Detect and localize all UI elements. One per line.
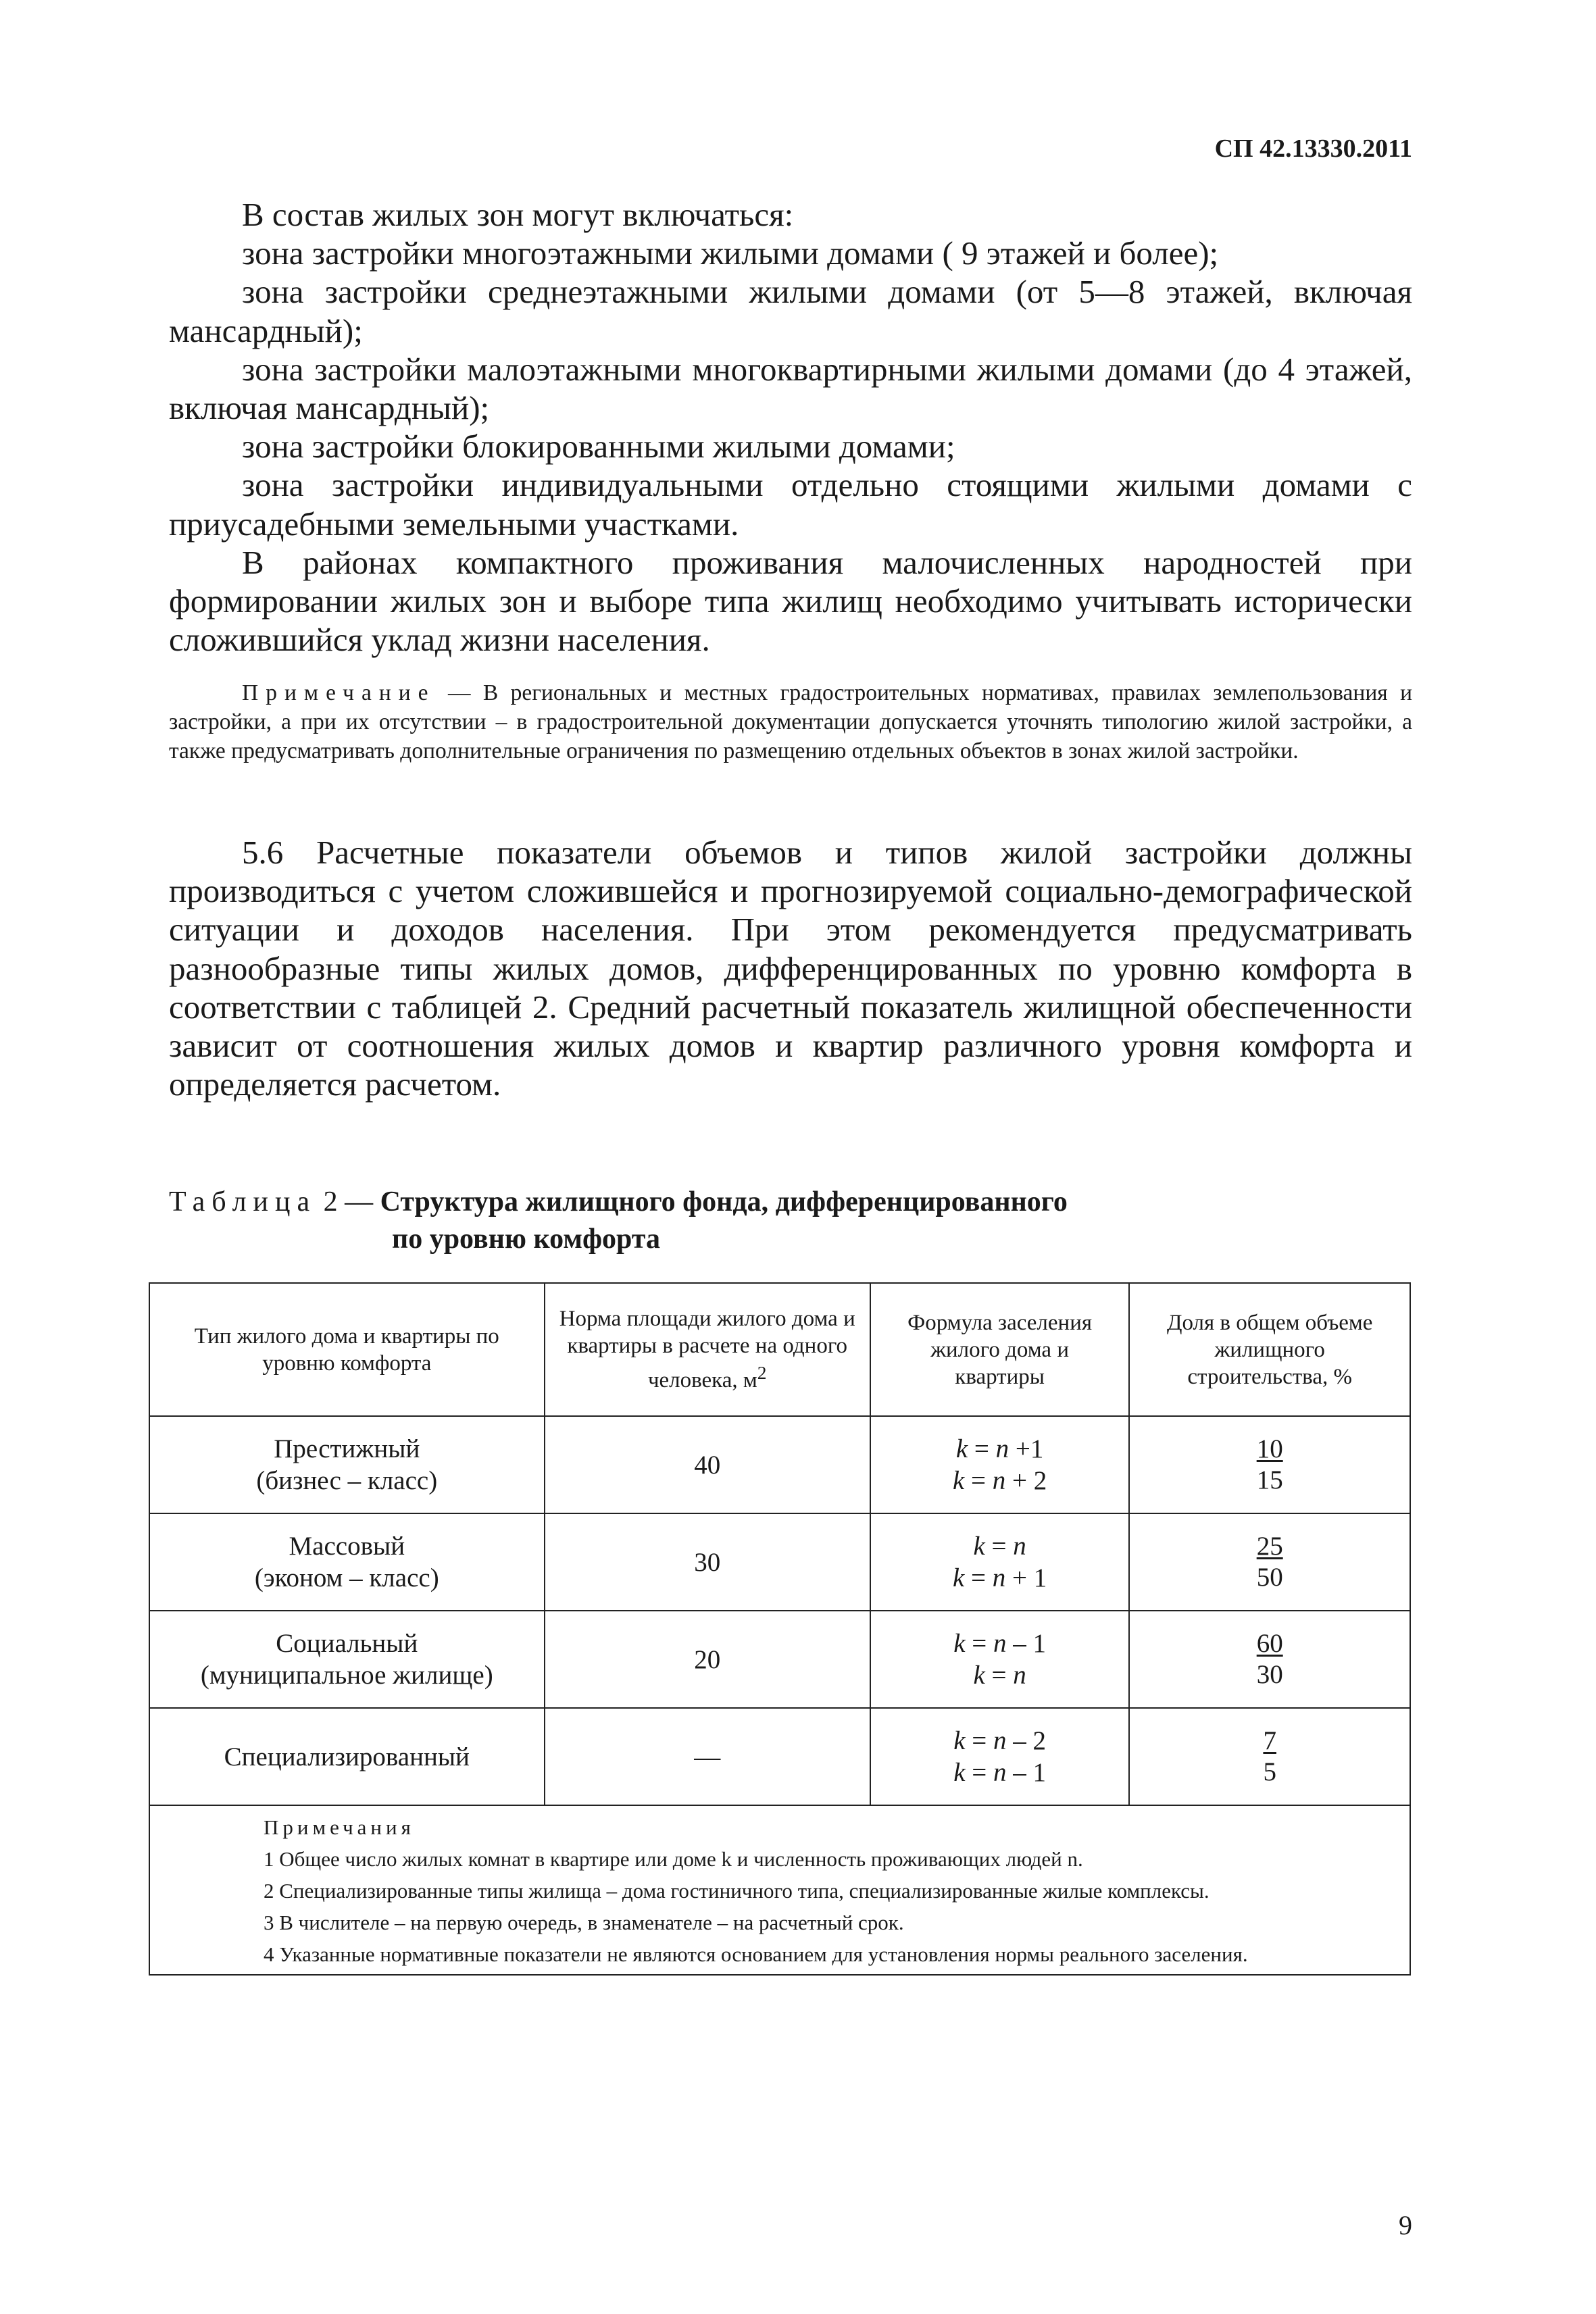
note-item: 2 Специализированные типы жилища – дома гостиничного типа, специализированные жилые комплексы. — [264, 1879, 1210, 1903]
formula-eq: = — [965, 1629, 994, 1658]
table-notes-row — [149, 1805, 1410, 1975]
share-denominator: 30 — [1256, 1660, 1283, 1689]
type-line-2: (муниципальное жилище) — [200, 1661, 493, 1690]
section-5-6 — [169, 833, 1412, 1103]
table-row — [149, 1708, 1410, 1805]
intro-lead: В состав жилых зон могут включаться: — [242, 196, 794, 233]
share-cell — [1129, 1708, 1410, 1805]
var-n: n — [992, 1563, 1006, 1592]
var-n: n — [993, 1758, 1007, 1787]
share-denominator: 15 — [1256, 1465, 1283, 1494]
var-k: k — [955, 1434, 968, 1463]
type-cell — [149, 1513, 545, 1611]
var-n: n — [1013, 1661, 1026, 1690]
formula-eq: = — [965, 1758, 994, 1787]
formula-eq: = — [968, 1434, 996, 1463]
section-5-6-text: 5.6 Расчетные показатели объемов и типов жилой застройки должны производиться с учетом сложившейся и прогнозируемой социально-демографической ситуации и доходов населения. При этом рекомендуется предусматривать разнообразные типы жилых домов, дифференцированных по уровню комфорта в соответствии с таблицей 2. Средний расчетный показатель жилищной обеспеченности зависит от соотношения жилых домов и квартир различного уровня комфорта и определяется расчетом. — [169, 834, 1412, 1103]
type-line-2: (эконом – класс) — [254, 1563, 439, 1592]
formula-line-2 — [883, 1659, 1117, 1691]
var-n: n — [993, 1726, 1007, 1755]
formula-line-1 — [883, 1725, 1117, 1757]
page-number: 9 — [1399, 2210, 1412, 2240]
formula-eq: = — [964, 1563, 993, 1592]
formula-cell — [870, 1416, 1130, 1513]
type-line-2: (бизнес – класс) — [256, 1466, 438, 1495]
housing-comfort-table — [149, 1282, 1411, 1976]
norm-cell: 30 — [545, 1513, 870, 1611]
share-cell — [1129, 1513, 1410, 1611]
table-row — [149, 1416, 1410, 1513]
var-k: k — [952, 1466, 965, 1495]
formula-tail: – 1 — [1006, 1758, 1047, 1787]
header-norm — [545, 1283, 870, 1416]
share-cell — [1129, 1611, 1410, 1708]
note-item: 4 Указанные нормативные показатели не являются основанием для установления нормы реального заселения. — [264, 1942, 1248, 1966]
zone-item: зона застройки малоэтажными многоквартирными жилыми домами (до 4 этажей, включая мансардный); — [169, 350, 1412, 427]
caption-title-cont: по уровню комфорта — [392, 1224, 660, 1255]
formula-tail: – 2 — [1006, 1726, 1047, 1755]
zone-item: зона застройки среднеэтажными жилыми домами (от 5—8 этажей, включая мансардный); — [169, 273, 1412, 349]
note-item: 3 В числителе – на первую очередь, в знаменателе – на расчетный срок. — [264, 1911, 904, 1934]
share-denominator: 5 — [1263, 1757, 1276, 1786]
caption-label: Таблица — [169, 1186, 317, 1217]
norm-cell: 20 — [545, 1611, 870, 1708]
formula-line-1 — [883, 1628, 1117, 1659]
formula-line-2 — [883, 1757, 1117, 1788]
share-numerator: 25 — [1256, 1532, 1283, 1561]
var-n: n — [995, 1434, 1009, 1463]
formula-line-1 — [883, 1530, 1117, 1562]
document-code: СП 42.13330.2011 — [1214, 134, 1412, 163]
caption-dash: — — [345, 1186, 374, 1217]
table-header-row — [149, 1283, 1410, 1416]
share-numerator: 10 — [1256, 1434, 1283, 1463]
formula-line-1 — [883, 1433, 1117, 1465]
caption-line-2 — [169, 1221, 1068, 1258]
header-norm-sup: 2 — [757, 1362, 767, 1383]
header-norm-text: Норма площади жилого дома и квартиры в расчете на одного человека, м — [559, 1307, 855, 1392]
type-line-1: Социальный — [276, 1629, 418, 1658]
formula-cell — [870, 1513, 1130, 1611]
formula-line-2 — [883, 1562, 1117, 1594]
table-row — [149, 1611, 1410, 1708]
formula-line-2 — [883, 1465, 1117, 1496]
caption-number: 2 — [323, 1186, 338, 1217]
type-line-1: Специализированный — [224, 1742, 470, 1771]
formula-tail: + 2 — [1005, 1466, 1047, 1495]
note-item: 1 Общее число жилых комнат в квартире или доме k и численность проживающих людей n. — [264, 1847, 1083, 1871]
table-row — [149, 1513, 1410, 1611]
var-k: k — [973, 1532, 985, 1561]
table-notes — [149, 1805, 1410, 1975]
note-label: Примечание — [242, 680, 436, 705]
formula-tail: – 1 — [1006, 1629, 1047, 1658]
var-k: k — [953, 1726, 966, 1755]
note-text: — В региональных и местных градостроительных нормативах, правилах землепользования и застройки, а при их отсутствии – в градостроительной документации допускается уточнять типологию жилой застройки, а также предусматривать дополнительные ограничения по размещению отдельных объектов в зонах жилой застройки. — [169, 680, 1412, 763]
var-k: k — [953, 1629, 966, 1658]
var-k: k — [952, 1563, 965, 1592]
var-n: n — [1013, 1532, 1026, 1561]
share-numerator: 7 — [1263, 1726, 1276, 1755]
formula-eq: = — [965, 1726, 994, 1755]
var-n: n — [992, 1466, 1006, 1495]
notes-title: Примечания — [264, 1815, 415, 1839]
var-n: n — [993, 1629, 1007, 1658]
type-line-1: Массовый — [289, 1532, 405, 1561]
share-denominator: 50 — [1256, 1563, 1283, 1592]
share-cell — [1129, 1416, 1410, 1513]
header-share: Доля в общем объеме жилищного строительства, % — [1129, 1283, 1410, 1416]
header-type: Тип жилого дома и квартиры по уровню комфорта — [149, 1283, 545, 1416]
type-cell — [149, 1611, 545, 1708]
table-caption — [169, 1184, 1068, 1258]
formula-cell — [870, 1611, 1130, 1708]
norm-cell: — — [545, 1708, 870, 1805]
formula-tail: + 1 — [1005, 1563, 1047, 1592]
caption-title: Структура жилищного фонда, дифференцированного — [380, 1186, 1068, 1217]
formula-tail: +1 — [1009, 1434, 1044, 1463]
var-k: k — [973, 1661, 985, 1690]
formula-cell — [870, 1708, 1130, 1805]
type-cell — [149, 1416, 545, 1513]
formula-eq: = — [984, 1661, 1014, 1690]
note-block — [169, 678, 1412, 765]
type-cell — [149, 1708, 545, 1805]
formula-eq: = — [984, 1532, 1014, 1561]
caption-line-1 — [169, 1184, 1068, 1221]
header-formula: Формула заселения жилого дома и квартиры — [870, 1283, 1130, 1416]
zone-item: зона застройки многоэтажными жилыми домами ( 9 этажей и более); — [242, 234, 1219, 272]
formula-eq: = — [964, 1466, 993, 1495]
share-numerator: 60 — [1256, 1629, 1283, 1658]
var-k: k — [953, 1758, 966, 1787]
type-line-1: Престижный — [274, 1434, 420, 1463]
zone-item: зона застройки индивидуальными отдельно стоящими жилыми домами с приусадебными земельными участками. — [169, 466, 1412, 543]
intro-section — [169, 195, 1412, 659]
norm-cell: 40 — [545, 1416, 870, 1513]
intro-paragraph: В районах компактного проживания малочисленных народностей при формировании жилых зон и выборе типа жилищ необходимо учитывать исторически сложившийся уклад жизни населения. — [169, 543, 1412, 659]
zone-item: зона застройки блокированными жилыми домами; — [242, 428, 955, 466]
